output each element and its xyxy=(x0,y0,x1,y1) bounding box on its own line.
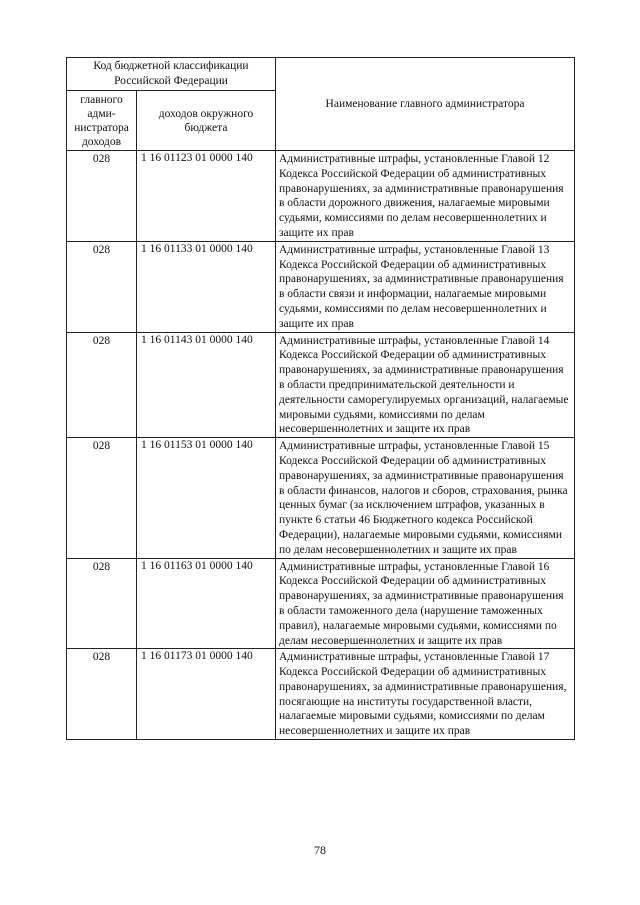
header-main-administrator: главного адми-нистратора доходов xyxy=(67,91,137,151)
table-row xyxy=(67,438,575,558)
table-header xyxy=(67,58,575,151)
table-row xyxy=(67,241,575,332)
cell-admin-code: 028 xyxy=(67,649,137,740)
cell-budget-code: 1 16 01143 01 0000 140 xyxy=(137,332,276,438)
cell-budget-code: 1 16 01133 01 0000 140 xyxy=(137,241,276,332)
header-budget-classification-code: Код бюджетной классификации Российской Федерации xyxy=(67,58,276,91)
cell-admin-code: 028 xyxy=(67,151,137,242)
cell-administrator-name: Административные штрафы, установленные Главой 16 Кодекса Российской Федерации об административных правонарушениях, за административные правонарушения в области таможенного дела (нарушение таможенных правил), налагаемые мировыми судьями, комиссиями по делам несовершеннолетних и защите их прав xyxy=(276,558,575,649)
cell-budget-code: 1 16 01173 01 0000 140 xyxy=(137,649,276,740)
cell-budget-code: 1 16 01123 01 0000 140 xyxy=(137,151,276,242)
cell-admin-code: 028 xyxy=(67,438,137,558)
table-row xyxy=(67,151,575,242)
cell-administrator-name: Административные штрафы, установленные Главой 13 Кодекса Российской Федерации об административных правонарушениях, за административные правонарушения в области связи и информации, налагаемые мировыми судьями, комиссиями по делам несовершеннолетних и защите их прав xyxy=(276,241,575,332)
table-row xyxy=(67,558,575,649)
header-administrator-name: Наименование главного администратора xyxy=(276,58,575,151)
header-district-budget-income: доходов окружного бюджета xyxy=(137,91,276,151)
budget-classification-table xyxy=(66,57,575,740)
cell-budget-code: 1 16 01163 01 0000 140 xyxy=(137,558,276,649)
table-row xyxy=(67,649,575,740)
table-body xyxy=(67,151,575,740)
cell-administrator-name: Административные штрафы, установленные Главой 14 Кодекса Российской Федерации об административных правонарушениях, за административные правонарушения в области предпринимательской деятельности и деятельности саморегулируемых организаций, налагаемые мировыми судьями, комиссиями по делам несовершеннолетних и защите их прав xyxy=(276,332,575,438)
cell-administrator-name: Административные штрафы, установленные Главой 15 Кодекса Российской Федерации об административных правонарушениях, за административные правонарушения в области финансов, налогов и сборов, страхования, рынка ценных бумаг (за исключением штрафов, указанных в пункте 6 статьи 46 Бюджетного кодекса Российской Федерации), налагаемые мировыми судьями, комиссиями по делам несовершеннолетних и защите их прав xyxy=(276,438,575,558)
cell-admin-code: 028 xyxy=(67,558,137,649)
cell-budget-code: 1 16 01153 01 0000 140 xyxy=(137,438,276,558)
cell-administrator-name: Административные штрафы, установленные Главой 17 Кодекса Российской Федерации об административных правонарушениях, за административные правонарушения, посягающие на институты государственной власти, налагаемые мировыми судьями, комиссиями по делам несовершеннолетних и защите их прав xyxy=(276,649,575,740)
table-row xyxy=(67,332,575,438)
cell-admin-code: 028 xyxy=(67,241,137,332)
document-page xyxy=(66,57,574,740)
cell-admin-code: 028 xyxy=(67,332,137,438)
cell-administrator-name: Административные штрафы, установленные Главой 12 Кодекса Российской Федерации об административных правонарушениях, за административные правонарушения в области дорожного движения, налагаемые мировыми судьями, комиссиями по делам несовершеннолетних и защите их прав xyxy=(276,151,575,242)
page-number: 78 xyxy=(314,843,326,857)
